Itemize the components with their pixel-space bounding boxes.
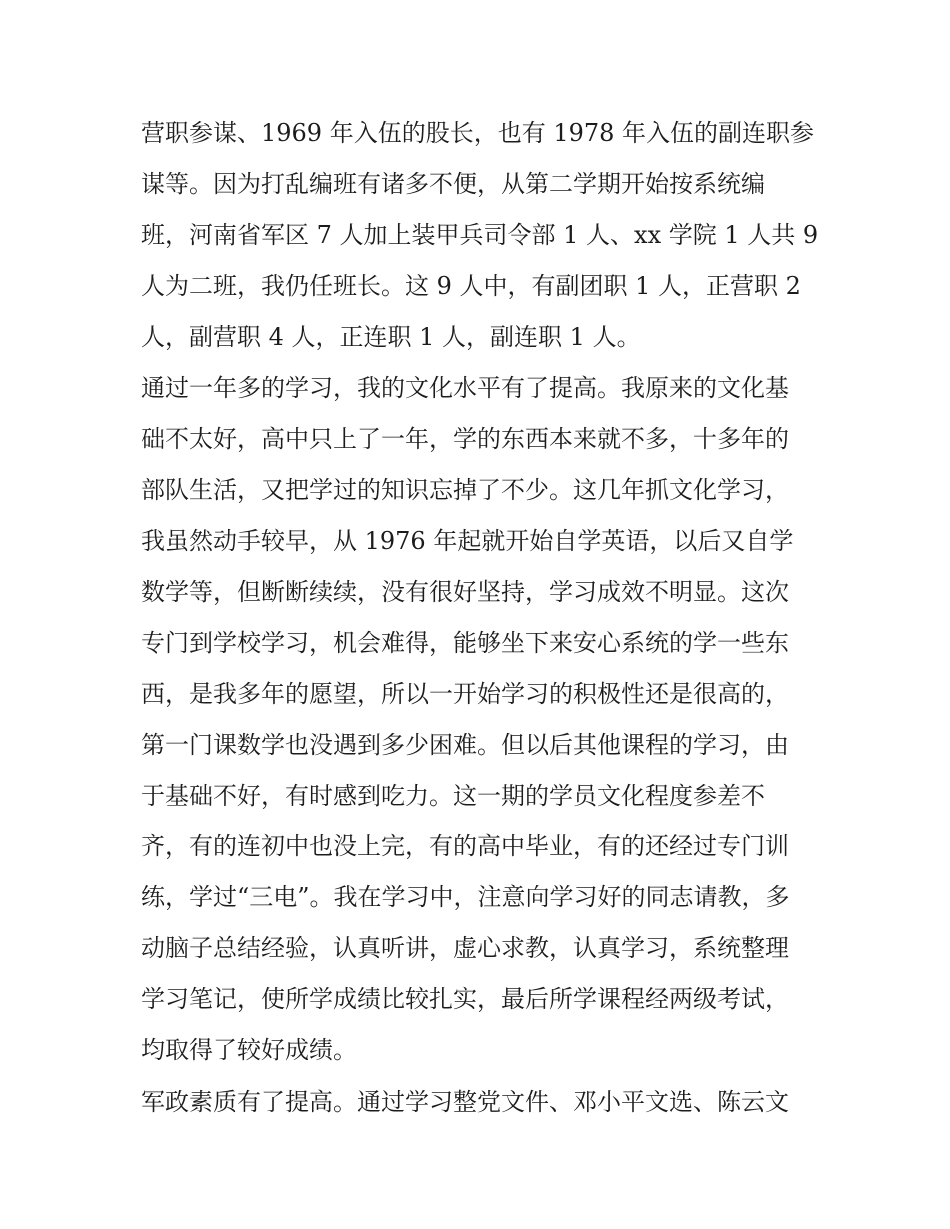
paragraph bbox=[141, 108, 821, 362]
text-line: 学习笔记，使所学成绩比较扎实，最后所学课程经两级考试， bbox=[141, 985, 789, 1014]
text-line: 数学等，但断断续续，没有很好坚持，学习成效不明显。这次 bbox=[141, 578, 789, 607]
text-line: 专门到学校学习，机会难得，能够坐下来安心系统的学一些东 bbox=[141, 628, 789, 657]
paragraph bbox=[141, 363, 821, 1075]
text-line: 人，副营职 4 人，正连职 1 人，副连职 1 人。 bbox=[141, 322, 641, 351]
text-line: 我虽然动手较早，从 1976 年起就开始自学英语，以后又自学 bbox=[141, 527, 794, 556]
text-line: 谋等。因为打乱编班有诸多不便，从第二学期开始按系统编 bbox=[141, 169, 765, 198]
text-line: 均取得了较好成绩。 bbox=[141, 1036, 357, 1065]
text-line: 练，学过“三电”。我在学习中，注意向学习好的同志请教，多 bbox=[141, 883, 790, 912]
text-line: 部队生活，又把学过的知识忘掉了不少。这几年抓文化学习， bbox=[141, 476, 789, 505]
text-line: 人为二班，我仍任班长。这 9 人中，有副团职 1 人，正营职 2 bbox=[141, 271, 801, 300]
text-line: 齐，有的连初中也没上完，有的高中毕业，有的还经过专门训 bbox=[141, 832, 789, 861]
text-line: 班，河南省军区 7 人加上装甲兵司令部 1 人、xx 学院 1 人共 9 bbox=[141, 220, 819, 249]
paragraph bbox=[141, 1077, 821, 1128]
text-line: 通过一年多的学习，我的文化水平有了提高。我原来的文化基 bbox=[141, 374, 789, 403]
text-line: 第一门课数学也没遇到多少困难。但以后其他课程的学习，由 bbox=[141, 730, 789, 759]
text-line: 础不太好，高中只上了一年，学的东西本来就不多，十多年的 bbox=[141, 425, 789, 454]
text-line: 于基础不好，有时感到吃力。这一期的学员文化程度参差不 bbox=[141, 781, 765, 810]
text-line: 动脑子总结经验，认真听讲，虚心求教，认真学习，系统整理 bbox=[141, 934, 789, 963]
text-line: 营职参谋、1969 年入伍的股长，也有 1978 年入伍的副连职参 bbox=[141, 119, 815, 147]
document-body bbox=[141, 108, 821, 1128]
text-line: 西，是我多年的愿望，所以一开始学习的积极性还是很高的， bbox=[141, 679, 789, 708]
text-line: 军政素质有了提高。通过学习整党文件、邓小平文选、陈云文 bbox=[141, 1087, 789, 1116]
